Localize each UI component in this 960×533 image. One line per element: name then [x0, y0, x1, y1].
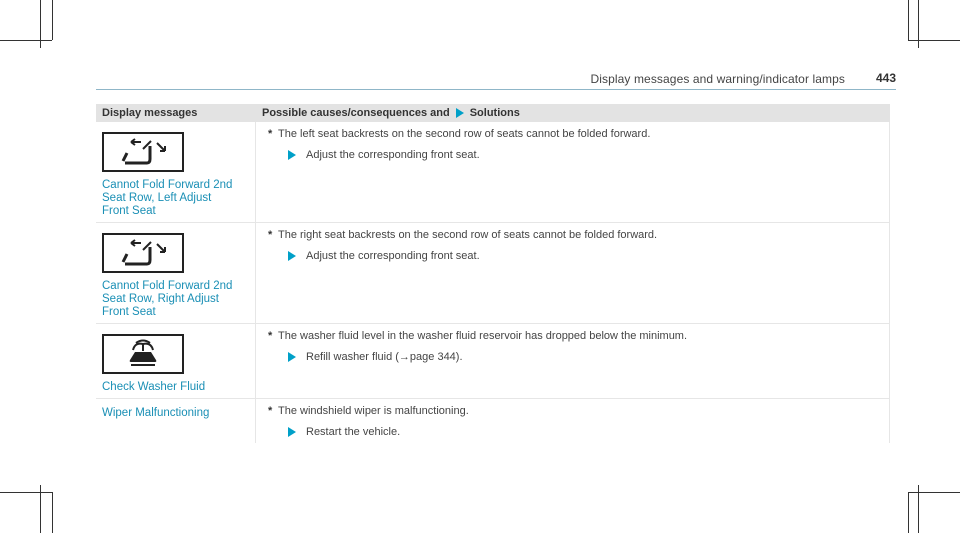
message-label-line: Seat Row, Left Adjust — [102, 192, 212, 204]
crop-mark — [0, 40, 52, 41]
cause-cell — [256, 122, 890, 222]
message-label-line: Front Seat — [102, 306, 156, 318]
play-triangle-icon — [288, 150, 296, 160]
solution-text: Restart the vehicle. — [306, 426, 401, 438]
message-label-line: Front Seat — [102, 205, 156, 217]
message-cell — [96, 399, 256, 443]
bullet-star: * — [268, 229, 273, 241]
washer-fluid-icon — [102, 334, 184, 374]
solution-text-suffix[interactable]: page 344). — [409, 351, 463, 363]
solution-step — [268, 351, 889, 363]
play-triangle-icon — [456, 108, 464, 118]
play-triangle-icon — [288, 427, 296, 437]
table-row — [96, 122, 890, 223]
play-triangle-icon — [288, 251, 296, 261]
column-header-display-messages: Display messages — [102, 107, 198, 119]
message-label-line: Wiper Malfunctioning — [102, 407, 210, 419]
page-reference-arrow-icon: → — [398, 351, 410, 363]
message-cell — [96, 122, 256, 222]
crop-mark — [52, 492, 53, 533]
crop-mark — [908, 40, 960, 41]
cause-cell — [256, 399, 890, 443]
solution-step — [268, 426, 889, 438]
cause-cell — [256, 223, 890, 323]
crop-mark — [0, 492, 52, 493]
table-row — [96, 324, 890, 399]
message-label-line: Seat Row, Right Adjust — [102, 293, 219, 305]
solution-text: Adjust the corresponding front seat. — [306, 250, 480, 262]
solution-text: Adjust the corresponding front seat. — [306, 149, 480, 161]
message-label-line: Cannot Fold Forward 2nd — [102, 179, 233, 191]
page-header-title: Display messages and warning/indicator lamps — [590, 72, 845, 86]
column-header-solutions-label: Solutions — [469, 107, 520, 119]
solution-text-prefix: Refill washer fluid ( — [306, 351, 399, 363]
solution-step — [268, 250, 889, 262]
crop-mark — [908, 492, 909, 533]
cause-text-content: The right seat backrests on the second row of seats cannot be folded forward. — [278, 229, 658, 241]
cause-text-content: The windshield wiper is malfunctioning. — [278, 405, 469, 417]
solution-step — [268, 149, 889, 161]
crop-mark — [908, 0, 909, 40]
seat-fold-icon — [102, 132, 184, 172]
cause-text — [268, 405, 889, 417]
cause-text-content: The left seat backrests on the second row of seats cannot be folded forward. — [278, 128, 651, 140]
table-row — [96, 223, 890, 324]
column-header-causes-label: Possible causes/consequences and — [262, 107, 450, 119]
cause-cell — [256, 324, 890, 398]
column-header-causes — [256, 107, 890, 119]
bullet-star: * — [268, 330, 273, 342]
cause-text-content: The washer fluid level in the washer fluid reservoir has dropped below the minimum. — [278, 330, 688, 342]
crop-mark — [908, 492, 960, 493]
table-header — [96, 104, 890, 122]
message-label-line: Check Washer Fluid — [102, 381, 206, 393]
cause-text — [268, 330, 889, 342]
crop-mark — [52, 0, 53, 40]
messages-table — [96, 104, 890, 443]
cause-text — [268, 229, 889, 241]
seat-fold-icon — [102, 233, 184, 273]
message-cell — [96, 223, 256, 323]
message-label-line: Cannot Fold Forward 2nd — [102, 280, 233, 292]
header-divider — [96, 89, 896, 90]
table-row — [96, 399, 890, 443]
cause-text — [268, 128, 889, 140]
message-cell — [96, 324, 256, 398]
bullet-star: * — [268, 128, 273, 140]
bullet-star: * — [268, 405, 273, 417]
page-number: 443 — [875, 71, 896, 85]
play-triangle-icon — [288, 352, 296, 362]
